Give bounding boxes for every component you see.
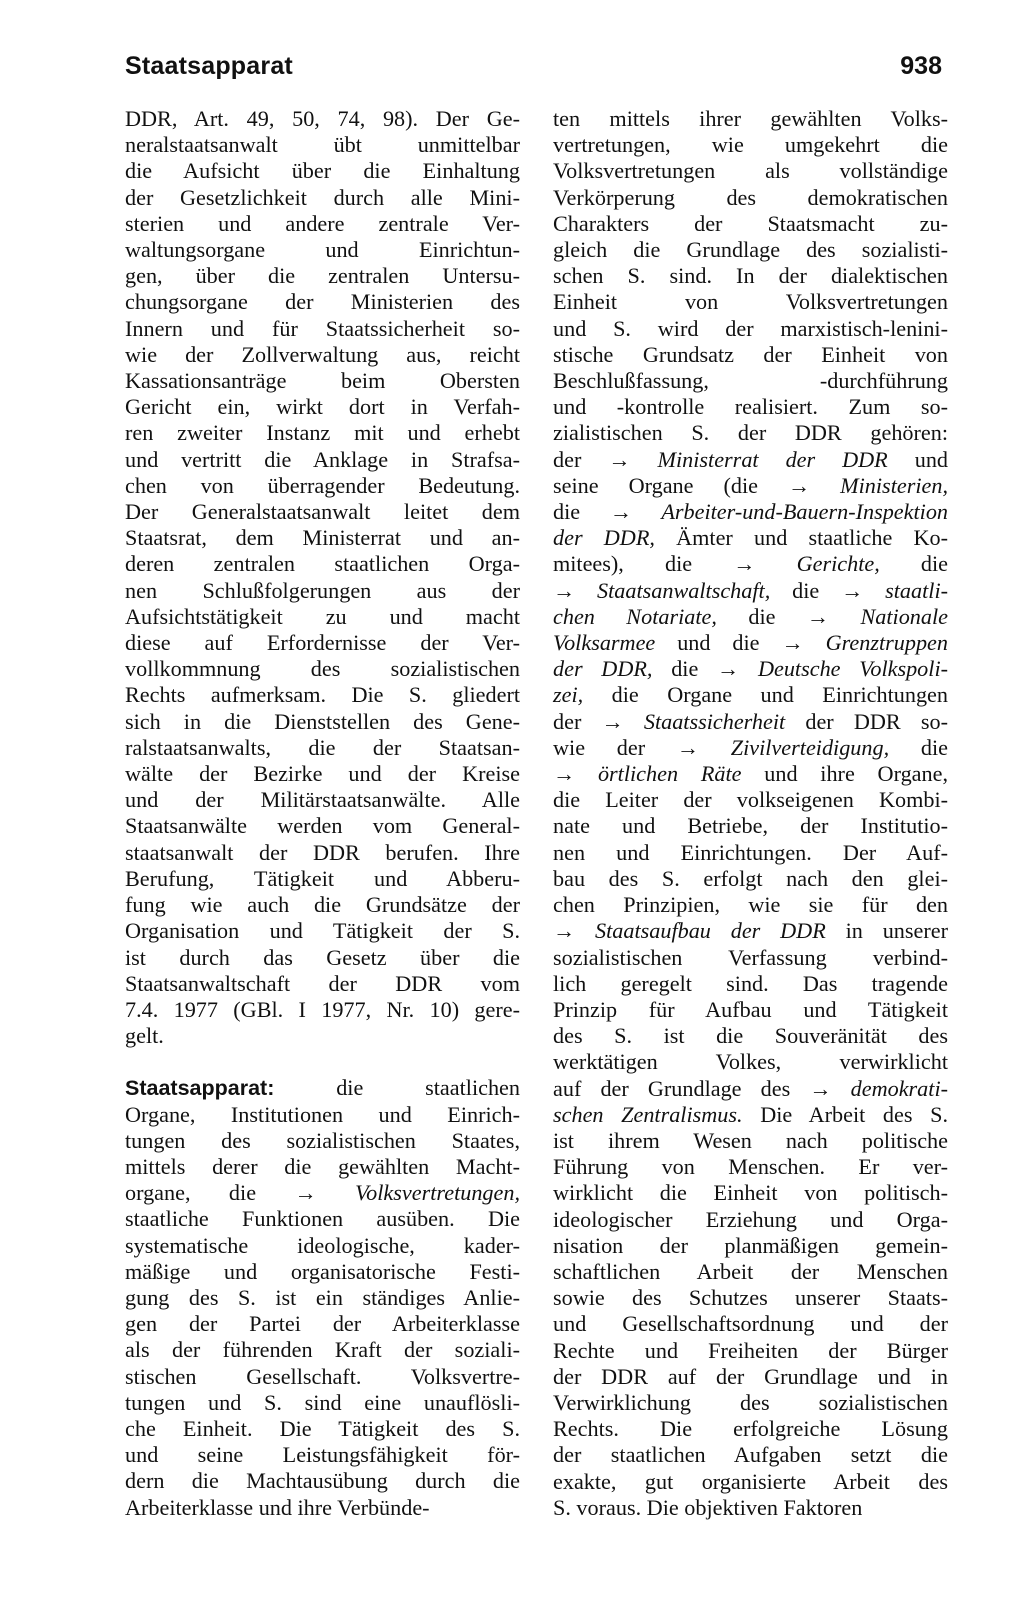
text-line [125,1180,520,1206]
text-line [125,892,520,918]
text-segment: chen Prinzipien, wie sie für den [553,892,948,918]
text-line [553,1207,948,1233]
text-line [125,211,520,237]
text-line [125,525,520,551]
text-segment: der [553,708,602,734]
text-line [125,368,520,394]
cross-reference: Deutsche Volkspoli- [739,656,948,682]
text-line [553,1233,948,1259]
text-segment: Verkörperung des demokratischen [553,184,948,210]
cross-reference: Volksarmee [553,630,656,656]
text-line [125,1075,520,1101]
text-line [553,1128,948,1154]
text-line [125,918,520,944]
cross-reference: Volksvertretungen, [316,1180,520,1206]
text-line [125,840,520,866]
text-line [553,630,948,656]
cross-reference-arrow-icon: → [676,734,700,760]
text-segment: mäßige und organisatorische Festi- [125,1258,520,1284]
text-segment: Staatsanwälte werden vom General- [125,813,520,839]
text-segment: der staatlichen Aufgaben setzt die [553,1442,948,1468]
text-segment: der DDR so- [785,708,948,734]
text-segment: Einheit von Volksvertretungen [553,289,948,315]
text-segment: und seine Leistungsfähigkeit för- [125,1442,520,1468]
text-line [553,813,948,839]
text-line [553,473,948,499]
text-line [125,394,520,420]
paragraph-gap [125,1049,520,1075]
text-segment: tungen und S. sind eine unauflösli- [125,1389,520,1415]
cross-reference: Gerichte, [755,551,880,577]
text-line [553,1180,948,1206]
text-line [125,866,520,892]
text-line [553,761,948,787]
text-line [553,499,948,525]
cross-reference: der DDR, [553,525,655,551]
cross-reference-arrow-icon: → [601,708,624,734]
text-segment: die staatlichen [274,1075,520,1101]
text-segment: die [716,603,807,629]
running-head: Staatsapparat [125,52,293,80]
text-segment: Arbeiterklasse und ihre Verbünde- [125,1494,430,1520]
text-segment: Kassationsanträge beim Obersten [125,368,520,394]
text-line [553,237,948,263]
text-segment: auf der Grundlage des [553,1075,810,1101]
text-segment: zialistischen S. der DDR gehören: [553,420,948,446]
text-line [125,1468,520,1494]
cross-reference: demokrati- [831,1075,948,1101]
text-segment: in unserer [825,918,948,944]
text-segment: schaftlichen Arbeit der Menschen [553,1258,948,1284]
text-line [553,1259,948,1285]
text-line [553,1338,948,1364]
text-segment: die [879,551,948,577]
cross-reference-arrow-icon: → [553,918,576,944]
text-segment: Gericht ein, wirkt dort in Verfah- [125,394,520,420]
cross-reference-arrow-icon: → [733,551,756,577]
text-line [125,945,520,971]
text-line [125,263,520,289]
text-line [553,263,948,289]
cross-reference: Arbeiter-und-Bauern-Inspektion [632,499,949,525]
text-segment: nen Schlußfolgerungen aus der [125,577,520,603]
text-line [553,945,948,971]
text-segment: und [887,446,948,472]
text-line [125,656,520,682]
text-line [553,656,948,682]
text-segment: Rechts. Die erfolgreiche Lösung [553,1416,948,1442]
text-line [125,709,520,735]
text-line [553,1390,948,1416]
text-segment: und der Militärstaatsanwälte. Alle [125,787,520,813]
text-line [553,997,948,1023]
right-column [553,106,948,1521]
text-segment: und -kontrolle realisiert. Zum so- [553,394,948,420]
entry-headword: Staatsapparat: [125,1076,275,1101]
page-number: 938 [900,52,942,80]
text-line [125,813,520,839]
text-segment: diese auf Erfordernisse der Ver- [125,630,520,656]
text-segment: staatliche Funktionen ausüben. Die [125,1206,520,1232]
text-line [553,892,948,918]
cross-reference: zei, [553,682,584,708]
text-line [125,1311,520,1337]
text-segment: S. voraus. Die objektiven Faktoren [553,1494,863,1520]
text-segment: chen von überragender Bedeutung. [125,472,520,498]
cross-reference-arrow-icon: → [787,472,811,498]
cross-reference-arrow-icon: → [553,761,576,787]
text-line [553,185,948,211]
text-segment: 7.4. 1977 (GBl. I 1977, Nr. 10) gere- [125,996,520,1022]
text-segment: gelt. [125,1023,164,1049]
text-line [125,604,520,630]
text-segment: die Aufsicht über die Einhaltung [125,158,520,184]
text-line [553,551,948,577]
text-segment: Rechts aufmerksam. Die S. gliedert [125,682,520,708]
text-segment: des S. ist die Souveränität des [553,1023,948,1049]
text-segment: werktätigen Volkes, verwirklicht [553,1049,948,1075]
text-segment: und Gesellschaftsordnung und der [553,1311,948,1337]
text-segment: wälte der Bezirke und der Kreise [125,761,520,787]
text-segment: und vertritt die Anklage in Strafsa- [125,446,520,472]
text-line [125,997,520,1023]
text-segment: sterien und andere zentrale Ver- [125,210,520,236]
text-segment: wie der Zollverwaltung aus, reicht [125,341,520,367]
cross-reference-arrow-icon: → [841,577,864,603]
text-line [125,1259,520,1285]
text-line [125,158,520,184]
text-line [125,1442,520,1468]
cross-reference: örtlichen Räte [575,761,742,787]
text-line [125,1285,520,1311]
text-segment: die Leiter der volkseigenen Kombi- [553,787,948,813]
text-segment: Ämter und staatliche Ko- [654,525,948,551]
text-line [553,447,948,473]
cross-reference-arrow-icon: → [806,603,830,629]
text-segment: mitees), die [553,551,734,577]
text-line [125,630,520,656]
text-segment: Beschlußfassung, -durchführung [553,368,948,394]
text-segment: und S. wird der marxistisch-lenini- [553,315,948,341]
text-line [553,1495,948,1521]
text-segment: gen der Partei der Arbeiterklasse [125,1311,520,1337]
cross-reference: Nationale [829,603,948,629]
text-segment: stischen Gesellschaft. Volksvertre- [125,1363,520,1389]
text-segment: seine Organe (die [553,472,788,498]
text-segment: Der Generalstaatsanwalt leitet dem [125,499,520,525]
cross-reference: Staatsaufbau der DDR [575,918,826,944]
text-line [553,1364,948,1390]
text-segment: Volksvertretungen als vollständige [553,158,948,184]
text-line [553,1154,948,1180]
cross-reference-arrow-icon: → [553,577,576,603]
page-header [125,52,942,92]
text-line [553,158,948,184]
text-line [125,499,520,525]
text-line [125,735,520,761]
text-line [125,106,520,132]
text-segment: nate und Betriebe, der Institutio- [553,813,948,839]
text-segment: wie der [553,734,677,760]
text-segment: nen und Einrichtungen. Der Auf- [553,839,948,865]
text-segment: die [652,656,718,682]
text-line [553,682,948,708]
text-line [125,447,520,473]
text-line [553,342,948,368]
text-segment: Innern und für Staatssicherheit so- [125,315,520,341]
text-line [125,682,520,708]
text-segment: tungen des sozialistischen Staates, [125,1127,520,1153]
text-segment: vertretungen, wie umgekehrt die [553,132,948,158]
text-segment: Staatsanwaltschaft der DDR vom [125,970,520,996]
text-line [553,971,948,997]
text-line [125,1128,520,1154]
text-line [125,761,520,787]
text-line [125,132,520,158]
text-segment: mittels derer die gewählten Macht- [125,1153,520,1179]
text-segment: bau des S. erfolgt nach den glei- [553,865,948,891]
text-segment: deren zentralen staatlichen Orga- [125,551,520,577]
text-segment: sozialistischen Verfassung verbind- [553,944,948,970]
text-line [553,604,948,630]
text-line [125,473,520,499]
text-segment: gleich die Grundlage des sozialisti- [553,237,948,263]
text-segment: schen S. sind. In der dialektischen [553,263,948,289]
text-line [553,1049,948,1075]
text-segment: sich in die Dienststellen des Gene- [125,708,520,734]
text-segment: dern die Machtausübung durch die [125,1468,520,1494]
cross-reference: Grenztruppen [803,630,948,656]
text-segment: waltungsorgane und Einrichtun- [125,237,520,263]
text-line [553,866,948,892]
text-line [553,420,948,446]
text-segment: Staatsrat, dem Ministerrat und an- [125,525,520,551]
text-segment: DDR, Art. 49, 50, 74, 98). Der Ge- [125,106,520,131]
text-line [553,1023,948,1049]
text-segment: die [553,499,610,525]
cross-reference-arrow-icon: → [809,1075,832,1101]
text-segment: systematische ideologische, kader- [125,1232,520,1258]
text-line [125,551,520,577]
text-segment: Führung von Menschen. Er ver- [553,1154,948,1180]
text-line [125,185,520,211]
text-segment: lich geregelt sind. Das tragende [553,970,948,996]
cross-reference: der DDR, [553,656,653,682]
text-line [553,787,948,813]
text-segment: neralstaatsanwalt übt unmittelbar [125,132,520,158]
text-line [125,342,520,368]
text-line [553,1416,948,1442]
text-line [553,840,948,866]
text-segment: und ihre Organe, [741,761,948,787]
text-line [553,132,948,158]
text-line [553,1102,948,1128]
text-segment: die [889,734,948,760]
text-line [553,368,948,394]
text-segment: der DDR auf der Grundlage und in [553,1363,948,1389]
text-segment: Aufsichtstätigkeit zu und macht [125,603,520,629]
text-line [125,420,520,446]
text-segment: organe, die [125,1180,295,1206]
cross-reference-arrow-icon: → [781,630,804,656]
text-segment: als der führenden Kraft der soziali- [125,1337,520,1363]
text-line [553,525,948,551]
text-line [125,289,520,315]
text-segment: staatsanwalt der DDR berufen. Ihre [125,839,520,865]
text-line [553,918,948,944]
text-line [125,316,520,342]
text-line [553,1469,948,1495]
text-segment: ralstaatsanwalts, die der Staatsan- [125,734,520,760]
text-line [553,289,948,315]
cross-reference-arrow-icon: → [717,656,740,682]
text-segment: gung des S. ist ein ständiges Anlie- [125,1284,520,1310]
text-segment: der [553,446,609,472]
text-line [553,735,948,761]
text-segment: ten mittels ihrer gewählten Volks- [553,106,948,131]
cross-reference: Ministerien, [810,472,948,498]
text-line [553,211,948,237]
text-segment: wirklicht die Einheit von politisch- [553,1180,948,1206]
text-line [125,237,520,263]
text-segment: und die [655,630,782,656]
text-line [553,578,948,604]
text-segment: Organe, Institutionen und Einrich- [125,1101,520,1127]
text-line [125,1416,520,1442]
text-line [553,1285,948,1311]
text-line [125,971,520,997]
left-column [125,106,520,1521]
text-line [553,394,948,420]
text-line [553,709,948,735]
text-line [125,1206,520,1232]
text-line [125,1154,520,1180]
cross-reference: schen Zentralismus. [553,1101,743,1127]
text-segment: ist durch das Gesetz über die [125,944,520,970]
text-segment: vollkommnung des sozialistischen [125,656,520,682]
text-line [125,787,520,813]
cross-reference: Staatssicherheit [623,708,786,734]
text-segment: gen, über die zentralen Untersu- [125,263,520,289]
text-line [125,578,520,604]
text-line [125,1102,520,1128]
cross-reference-arrow-icon: → [608,446,631,472]
text-segment: die Organe und Einrichtungen [583,682,948,708]
text-segment: Prinzip für Aufbau und Tätigkeit [553,996,948,1022]
cross-reference: Staatsanwaltschaft, [575,577,771,603]
text-segment: fung wie auch die Grundsätze der [125,892,520,918]
text-segment: Berufung, Tätigkeit und Abberu- [125,865,520,891]
text-line [553,1311,948,1337]
cross-reference: Zivilverteidigung, [699,734,890,760]
text-segment: sowie des Schutzes unserer Staats- [553,1285,948,1311]
text-segment: chungsorgane der Ministerien des [125,289,520,315]
text-line [125,1023,520,1049]
cross-reference-arrow-icon: → [609,499,633,525]
text-segment: nisation der planmäßigen gemein- [553,1232,948,1258]
text-line [553,1442,948,1468]
text-segment: Die Arbeit des S. [742,1101,948,1127]
text-segment: Organisation und Tätigkeit der S. [125,918,520,944]
text-segment: Charakters der Staatsmacht zu- [553,210,948,236]
text-line [125,1390,520,1416]
text-line [553,316,948,342]
text-segment: ideologischer Erziehung und Orga- [553,1206,948,1232]
text-segment: stische Grundsatz der Einheit von [553,341,948,367]
text-segment: che Einheit. Die Tätigkeit des S. [125,1415,520,1441]
text-segment: ist ihrem Wesen nach politische [553,1127,948,1153]
cross-reference-arrow-icon: → [294,1180,317,1206]
text-line [553,106,948,132]
cross-reference: Ministerrat der DDR [630,446,888,472]
text-line [125,1233,520,1259]
text-line [125,1495,520,1521]
text-segment: die [770,577,842,603]
text-segment: ren zweiter Instanz mit und erhebt [125,420,520,446]
cross-reference: chen Notariate, [553,603,717,629]
cross-reference: staatli- [863,577,948,603]
text-segment: Rechte und Freiheiten der Bürger [553,1337,948,1363]
text-line [125,1364,520,1390]
text-line [553,1076,948,1102]
text-segment: exakte, gut organisierte Arbeit des [553,1468,948,1494]
text-segment: der Gesetzlichkeit durch alle Mini- [125,184,520,210]
text-line [125,1337,520,1363]
text-segment: Verwirklichung des sozialistischen [553,1389,948,1415]
